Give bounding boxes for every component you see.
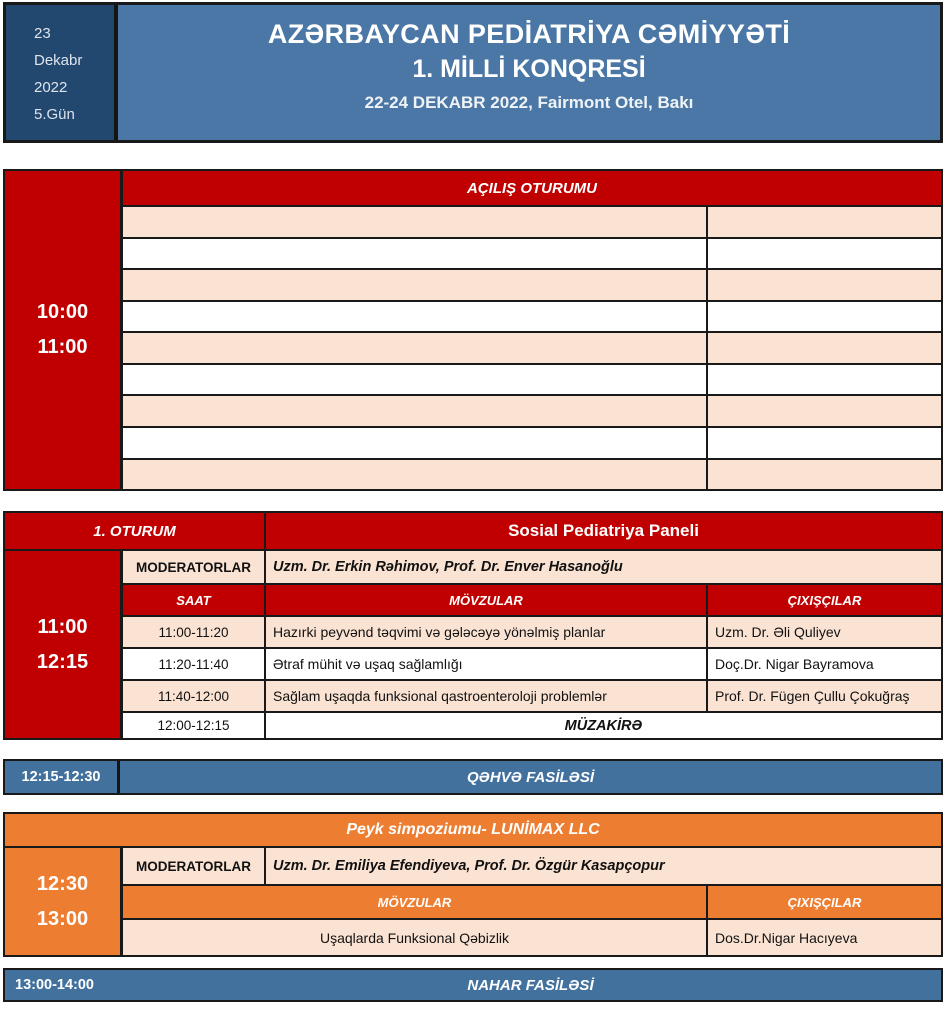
topic-cell: [123, 333, 708, 363]
date-weekday: 5.Gün: [34, 106, 75, 123]
topic-cell: [123, 460, 708, 490]
session1-table: [3, 511, 943, 740]
congress-subtitle: 22-24 DEKABR 2022, Fairmont Otel, Bakı: [364, 93, 694, 112]
table-row: [123, 268, 941, 300]
table-row: [123, 918, 941, 955]
table-row: [123, 394, 941, 426]
session1-time-end: 12:15: [36, 650, 89, 673]
satellite-time-end: 13:00: [36, 907, 89, 930]
speaker-cell: Uzm. Dr. Əli Quliyev: [715, 624, 841, 640]
col-header-speaker: ÇIXIŞÇILAR: [787, 894, 862, 910]
congress-title-line2: 1. MİLLİ KONQRESİ: [412, 55, 646, 83]
lunch-break-label: NAHAR FASİLƏSİ: [467, 976, 594, 994]
session1-time-start: 11:00: [37, 615, 88, 638]
satellite-rows: [123, 848, 941, 955]
satellite-body: [5, 846, 941, 955]
speaker-cell: Dos.Dr.Nigar Hacıyeva: [715, 929, 858, 946]
moderators-label: MODERATORLAR: [123, 848, 266, 884]
col-header-speaker: ÇIXIŞÇILAR: [787, 592, 862, 608]
table-row: [123, 426, 941, 458]
table-row: [123, 331, 941, 363]
opening-session-title: AÇILIŞ OTURUMU: [123, 171, 941, 205]
session1-label: 1. OTURUM: [5, 513, 266, 549]
opening-session-table: [3, 169, 943, 491]
speaker-cell: Prof. Dr. Fügen Çullu Çokuğraş: [715, 688, 910, 704]
speaker-cell: [708, 460, 941, 490]
table-row: [123, 615, 941, 647]
opening-time-start: 10:00: [36, 301, 89, 323]
lunch-break-time: 13:00-14:00: [15, 977, 94, 993]
col-header-time: SAAT: [123, 585, 266, 615]
speaker-cell: [708, 239, 941, 269]
coffee-break-label: QƏHVƏ FASİLƏSİ: [467, 768, 594, 786]
topic-cell: [123, 239, 708, 269]
table-row: [123, 363, 941, 395]
satellite-banner: Peyk simpoziumu- LUNİMAX LLC: [5, 814, 941, 846]
speaker-cell: [708, 270, 941, 300]
speaker-cell: [708, 365, 941, 395]
session1-rows: [123, 551, 941, 738]
topic-cell: Uşaqlarda Funksional Qəbizlik: [123, 920, 708, 955]
column-header-row: [123, 583, 941, 615]
satellite-time-start: 12:30: [36, 872, 89, 895]
topic-cell: [123, 302, 708, 332]
table-row: [123, 205, 941, 237]
speaker-cell: [708, 333, 941, 363]
date-year: 2022: [34, 79, 68, 96]
topic-cell: Hazırki peyvənd təqvimi və gələcəyə yönəlmiş planlar: [266, 617, 708, 647]
col-header-topic: MÖVZULAR: [266, 585, 708, 615]
time-cell: 11:00-11:20: [123, 617, 266, 647]
speaker-cell: [708, 428, 941, 458]
table-row: [123, 679, 941, 711]
speaker-cell: [708, 396, 941, 426]
coffee-break-band: [3, 759, 943, 795]
topic-cell: [123, 270, 708, 300]
time-cell: 11:40-12:00: [123, 681, 266, 711]
session1-header-row: [5, 513, 941, 549]
moderators-row: [123, 551, 941, 583]
topic-cell: Sağlam uşaqda funksional qastroenteroloji problemlər: [266, 681, 708, 711]
speaker-cell: Doç.Dr. Nigar Bayramova: [715, 656, 874, 672]
satellite-symposium-table: [3, 812, 943, 957]
date-box: [6, 5, 118, 140]
time-cell: 12:00-12:15: [123, 713, 266, 738]
session1-title: Sosial Pediatriya Paneli: [508, 521, 699, 540]
opening-time-column: [5, 171, 123, 489]
opening-session-body: [123, 171, 941, 489]
table-row: [123, 647, 941, 679]
time-cell: 11:20-11:40: [123, 649, 266, 679]
date-day: 23: [34, 25, 51, 42]
discussion-label: MÜZAKİRƏ: [564, 717, 643, 734]
page-header: [3, 2, 943, 143]
table-row: [123, 300, 941, 332]
date-month: Dekabr: [34, 52, 83, 69]
topic-cell: [123, 207, 708, 237]
congress-title-line1: AZƏRBAYCAN PEDİATRİYA CƏMİYYƏTİ: [267, 19, 791, 49]
moderators-row: [123, 848, 941, 884]
topic-cell: [123, 428, 708, 458]
topic-cell: [123, 365, 708, 395]
topic-cell: Ətraf mühit və uşaq sağlamlığı: [266, 649, 708, 679]
table-row: [123, 458, 941, 490]
opening-time-end: 11:00: [37, 336, 88, 358]
discussion-row: [123, 711, 941, 738]
col-header-topic: MÖVZULAR: [123, 886, 708, 918]
speaker-cell: [708, 302, 941, 332]
speaker-cell: [708, 207, 941, 237]
session1-body: [5, 549, 941, 738]
moderators-label: MODERATORLAR: [123, 551, 266, 583]
moderators-names: Uzm. Dr. Emiliya Efendiyeva, Prof. Dr. Özgür Kasapçopur: [273, 858, 665, 874]
moderators-names: Uzm. Dr. Erkin Rəhimov, Prof. Dr. Enver Hasanoğlu: [273, 559, 623, 575]
session1-time-column: [5, 551, 123, 738]
coffee-break-time: 12:15-12:30: [5, 761, 120, 793]
topic-cell: [123, 396, 708, 426]
congress-title-block: [118, 5, 940, 140]
table-row: [123, 237, 941, 269]
lunch-break-band: [3, 968, 943, 1002]
satellite-time-column: [5, 848, 123, 955]
column-header-row: [123, 884, 941, 918]
